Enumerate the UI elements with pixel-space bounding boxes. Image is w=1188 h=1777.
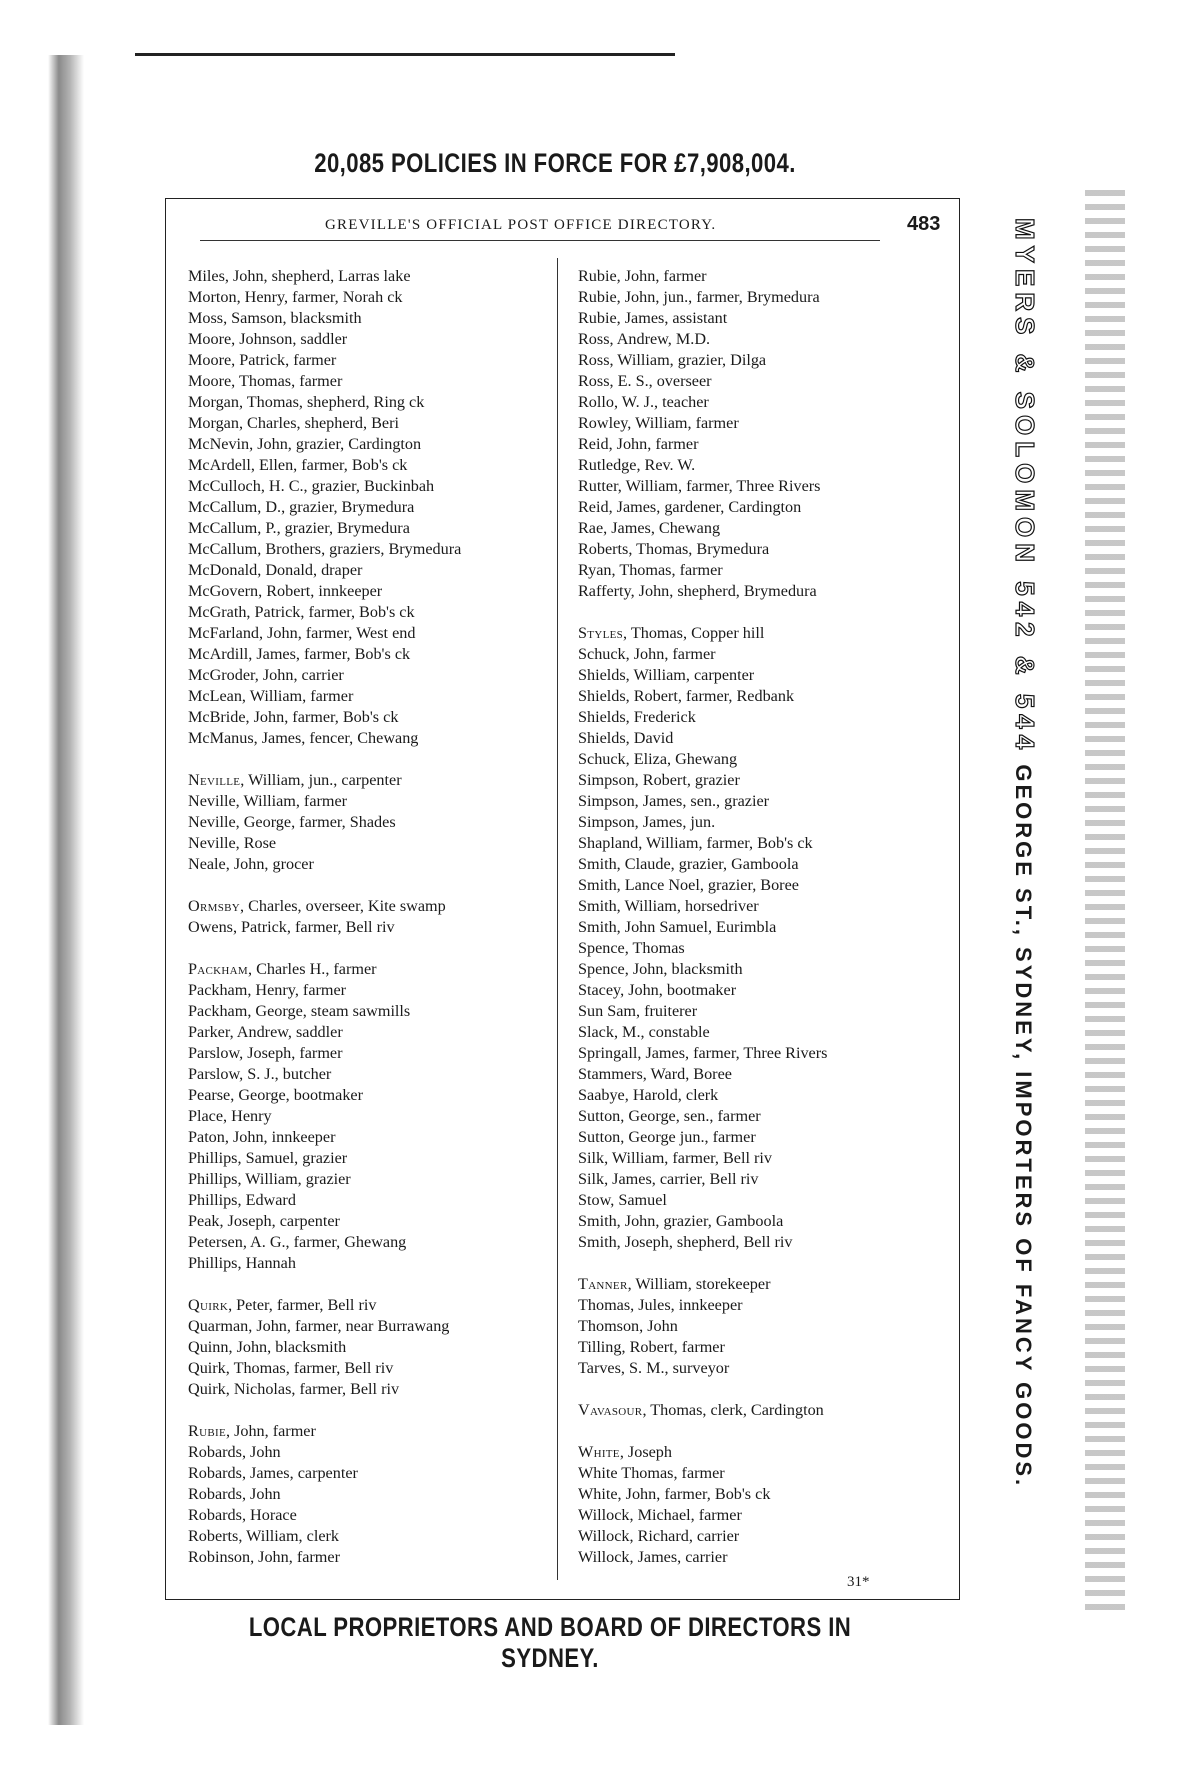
directory-entry bbox=[578, 1505, 948, 1526]
directory-entry bbox=[188, 1085, 548, 1106]
entry-text: Smith, William, horsedriver bbox=[578, 897, 759, 915]
directory-entry bbox=[188, 686, 548, 707]
directory-entry bbox=[578, 371, 948, 392]
column-divider bbox=[557, 258, 558, 1580]
entry-text: Neville, Rose bbox=[188, 834, 277, 852]
directory-entry bbox=[188, 770, 548, 791]
directory-entry bbox=[578, 1001, 948, 1022]
directory-entry bbox=[188, 560, 548, 581]
directory-entry bbox=[188, 854, 548, 875]
entry-text: Saabye, Harold, clerk bbox=[578, 1086, 719, 1104]
entry-text: , Thomas, Copper hill bbox=[623, 624, 765, 642]
directory-entry bbox=[188, 266, 548, 287]
directory-entry bbox=[578, 434, 948, 455]
directory-entry bbox=[578, 1274, 948, 1295]
directory-entry bbox=[578, 980, 948, 1001]
entry-text: Pearse, George, bootmaker bbox=[188, 1086, 364, 1104]
directory-entry bbox=[578, 812, 948, 833]
entry-text: Neville, William, farmer bbox=[188, 792, 348, 810]
directory-entry bbox=[578, 1190, 948, 1211]
directory-entry bbox=[578, 875, 948, 896]
entry-text: Shields, William, carpenter bbox=[578, 666, 755, 684]
entry-text: Parker, Andrew, saddler bbox=[188, 1023, 343, 1041]
directory-entry bbox=[578, 266, 948, 287]
entry-text: Neville, George, farmer, Shades bbox=[188, 813, 396, 831]
section-gap bbox=[188, 938, 548, 959]
section-lead-surname: White bbox=[578, 1443, 620, 1461]
section-lead-surname: Packham bbox=[188, 960, 248, 978]
directory-entry bbox=[578, 1043, 948, 1064]
entry-text: Place, Henry bbox=[188, 1107, 272, 1125]
directory-entry bbox=[188, 791, 548, 812]
directory-entry bbox=[578, 1169, 948, 1190]
directory-entry bbox=[578, 917, 948, 938]
entry-text: Robinson, John, farmer bbox=[188, 1548, 340, 1566]
directory-entry bbox=[578, 749, 948, 770]
entry-text: Parslow, Joseph, farmer bbox=[188, 1044, 343, 1062]
top-banner: 20,085 POLICIES IN FORCE FOR £7,908,004. bbox=[314, 148, 796, 178]
entry-text: , Joseph bbox=[619, 1443, 672, 1461]
entry-text: McGroder, John, carrier bbox=[188, 666, 344, 684]
entry-text: Quirk, Nicholas, farmer, Bell riv bbox=[188, 1380, 400, 1398]
entry-text: Neale, John, grocer bbox=[188, 855, 314, 873]
section-gap bbox=[578, 1379, 948, 1400]
entry-text: , John, farmer bbox=[225, 1422, 316, 1440]
entry-text: McGovern, Robert, innkeeper bbox=[188, 582, 383, 600]
directory-entry bbox=[188, 833, 548, 854]
entry-text: Phillips, Hannah bbox=[188, 1254, 296, 1272]
directory-entry bbox=[578, 1211, 948, 1232]
entry-text: Stacey, John, bootmaker bbox=[578, 981, 737, 999]
entry-text: Phillips, Samuel, grazier bbox=[188, 1149, 348, 1167]
side-advert-outline: MYERS & SOLOMON 542 & 544 bbox=[1010, 218, 1040, 756]
directory-entry bbox=[578, 1400, 948, 1421]
directory-entry bbox=[188, 1106, 548, 1127]
section-lead-surname: Vavasour bbox=[578, 1401, 643, 1419]
entry-text: McDonald, Donald, draper bbox=[188, 561, 363, 579]
directory-entry bbox=[188, 518, 548, 539]
directory-entry bbox=[188, 959, 548, 980]
directory-entry bbox=[188, 1022, 548, 1043]
entry-text: Silk, James, carrier, Bell riv bbox=[578, 1170, 759, 1188]
entry-text: Quarman, John, farmer, near Burrawang bbox=[188, 1317, 450, 1335]
side-advert bbox=[1000, 218, 1040, 1588]
entry-text: Sutton, George, sen., farmer bbox=[578, 1107, 761, 1125]
entry-text: McGrath, Patrick, farmer, Bob's ck bbox=[188, 603, 415, 621]
top-rule bbox=[135, 53, 675, 56]
section-lead-surname: Quirk bbox=[188, 1296, 229, 1314]
directory-entry bbox=[578, 1127, 948, 1148]
entry-text: Tarves, S. M., surveyor bbox=[578, 1359, 730, 1377]
entry-text: Simpson, James, sen., grazier bbox=[578, 792, 770, 810]
entry-text: Moss, Samson, blacksmith bbox=[188, 309, 362, 327]
directory-entry bbox=[578, 770, 948, 791]
entry-text: Moore, Patrick, farmer bbox=[188, 351, 337, 369]
entry-text: Morton, Henry, farmer, Norah ck bbox=[188, 288, 403, 306]
directory-entry bbox=[188, 392, 548, 413]
directory-entry bbox=[578, 1022, 948, 1043]
directory-entry bbox=[188, 329, 548, 350]
directory-entry bbox=[578, 1148, 948, 1169]
entry-text: , Peter, farmer, Bell riv bbox=[228, 1296, 377, 1314]
section-lead-surname: Tanner bbox=[578, 1275, 628, 1293]
directory-entry bbox=[188, 707, 548, 728]
directory-entry bbox=[578, 665, 948, 686]
directory-entry bbox=[188, 434, 548, 455]
directory-entry bbox=[188, 665, 548, 686]
side-advert-text bbox=[1009, 218, 1040, 1588]
entry-text: Morgan, Thomas, shepherd, Ring ck bbox=[188, 393, 425, 411]
entry-text: Schuck, Eliza, Ghewang bbox=[578, 750, 738, 768]
entry-text: Petersen, A. G., farmer, Ghewang bbox=[188, 1233, 407, 1251]
directory-entry bbox=[188, 1169, 548, 1190]
directory-entry bbox=[578, 1337, 948, 1358]
entry-text: Ryan, Thomas, farmer bbox=[578, 561, 723, 579]
entry-text: Smith, John, grazier, Gamboola bbox=[578, 1212, 784, 1230]
directory-entry bbox=[188, 896, 548, 917]
entry-text: Thomas, Jules, innkeeper bbox=[578, 1296, 743, 1314]
entry-text: Rubie, James, assistant bbox=[578, 309, 728, 327]
directory-entry bbox=[578, 959, 948, 980]
directory-entry bbox=[578, 350, 948, 371]
directory-entry bbox=[578, 854, 948, 875]
entry-text: McFarland, John, farmer, West end bbox=[188, 624, 416, 642]
entry-text: Simpson, James, jun. bbox=[578, 813, 716, 831]
entry-text: Ross, E. S., overseer bbox=[578, 372, 712, 390]
entry-text: Shields, David bbox=[578, 729, 674, 747]
entry-text: Rutledge, Rev. W. bbox=[578, 456, 696, 474]
directory-entry bbox=[578, 308, 948, 329]
directory-entry bbox=[578, 1316, 948, 1337]
entry-text: Silk, William, farmer, Bell riv bbox=[578, 1149, 772, 1167]
directory-entry bbox=[578, 560, 948, 581]
directory-entry bbox=[578, 1085, 948, 1106]
entry-text: White Thomas, farmer bbox=[578, 1464, 725, 1482]
section-gap bbox=[188, 1400, 548, 1421]
directory-entry bbox=[188, 1148, 548, 1169]
entry-text: McManus, James, fencer, Chewang bbox=[188, 729, 419, 747]
entry-text: Packham, George, steam sawmills bbox=[188, 1002, 411, 1020]
entry-text: McCallum, P., grazier, Brymedura bbox=[188, 519, 410, 537]
entry-text: Rowley, William, farmer bbox=[578, 414, 739, 432]
entry-text: , Charles, overseer, Kite swamp bbox=[240, 897, 446, 915]
directory-entry bbox=[188, 1463, 548, 1484]
directory-entry bbox=[578, 1106, 948, 1127]
bottom-banner: LOCAL PROPRIETORS AND BOARD OF DIRECTORS IN SYDNEY. bbox=[248, 1612, 852, 1673]
entry-text: Springall, James, farmer, Three Rivers bbox=[578, 1044, 828, 1062]
scan-shadow-right bbox=[1085, 190, 1125, 1610]
directory-entry bbox=[578, 833, 948, 854]
directory-entry bbox=[188, 1127, 548, 1148]
directory-entry bbox=[188, 1190, 548, 1211]
entry-text: Owens, Patrick, farmer, Bell riv bbox=[188, 918, 395, 936]
directory-entry bbox=[578, 1358, 948, 1379]
directory-entry bbox=[578, 1232, 948, 1253]
entry-text: Smith, Joseph, shepherd, Bell riv bbox=[578, 1233, 793, 1251]
entry-text: Ross, William, grazier, Dilga bbox=[578, 351, 767, 369]
directory-entry bbox=[188, 1001, 548, 1022]
directory-entry bbox=[188, 644, 548, 665]
entry-text: Shapland, William, farmer, Bob's ck bbox=[578, 834, 813, 852]
entry-text: Robards, John bbox=[188, 1485, 281, 1503]
entry-text: Phillips, William, grazier bbox=[188, 1170, 351, 1188]
entry-text: Quirk, Thomas, farmer, Bell riv bbox=[188, 1359, 394, 1377]
entry-text: McCulloch, H. C., grazier, Buckinbah bbox=[188, 477, 435, 495]
directory-entry bbox=[578, 791, 948, 812]
directory-entry bbox=[578, 518, 948, 539]
directory-entry bbox=[188, 1043, 548, 1064]
directory-entry bbox=[188, 287, 548, 308]
entry-text: Robards, James, carpenter bbox=[188, 1464, 358, 1482]
entry-text: Peak, Joseph, carpenter bbox=[188, 1212, 340, 1230]
entry-text: Reid, James, gardener, Cardington bbox=[578, 498, 802, 516]
directory-entry bbox=[578, 1547, 948, 1568]
entry-text: Rutter, William, farmer, Three Rivers bbox=[578, 477, 821, 495]
directory-entry bbox=[188, 1232, 548, 1253]
entry-text: Roberts, Thomas, Brymedura bbox=[578, 540, 770, 558]
directory-entry bbox=[188, 1064, 548, 1085]
entry-text: , Charles H., farmer bbox=[248, 960, 377, 978]
section-lead-surname: Rubie bbox=[188, 1422, 226, 1440]
directory-entry bbox=[578, 413, 948, 434]
directory-entry bbox=[188, 308, 548, 329]
entry-text: Robards, Horace bbox=[188, 1506, 297, 1524]
section-gap bbox=[188, 749, 548, 770]
directory-entry bbox=[578, 1442, 948, 1463]
directory-entry bbox=[188, 413, 548, 434]
directory-entry bbox=[188, 476, 548, 497]
directory-entry bbox=[578, 728, 948, 749]
entry-text: Robards, John bbox=[188, 1443, 281, 1461]
directory-entry bbox=[188, 1505, 548, 1526]
directory-entry bbox=[188, 1295, 548, 1316]
directory-entry bbox=[578, 1463, 948, 1484]
entry-text: Reid, John, farmer bbox=[578, 435, 699, 453]
directory-entry bbox=[188, 602, 548, 623]
entry-text: , Thomas, clerk, Cardington bbox=[642, 1401, 824, 1419]
entry-text: Willock, James, carrier bbox=[578, 1548, 728, 1566]
directory-entry bbox=[188, 1526, 548, 1547]
directory-entry bbox=[188, 581, 548, 602]
directory-entry bbox=[188, 1211, 548, 1232]
section-gap bbox=[578, 602, 948, 623]
entry-text: Quinn, John, blacksmith bbox=[188, 1338, 347, 1356]
directory-entry bbox=[188, 539, 548, 560]
directory-entry bbox=[578, 1484, 948, 1505]
entry-text: White, John, farmer, Bob's ck bbox=[578, 1485, 771, 1503]
left-column bbox=[188, 266, 548, 1568]
entry-text: Tilling, Robert, farmer bbox=[578, 1338, 725, 1356]
directory-entry bbox=[188, 1484, 548, 1505]
header-rule bbox=[200, 240, 880, 241]
entry-text: Rafferty, John, shepherd, Brymedura bbox=[578, 582, 817, 600]
entry-text: Spence, John, blacksmith bbox=[578, 960, 743, 978]
entry-text: Phillips, Edward bbox=[188, 1191, 296, 1209]
entry-text: Miles, John, shepherd, Larras lake bbox=[188, 267, 411, 285]
section-gap bbox=[578, 1253, 948, 1274]
entry-text: Smith, John Samuel, Eurimbla bbox=[578, 918, 777, 936]
section-gap bbox=[188, 1274, 548, 1295]
entry-text: Rae, James, Chewang bbox=[578, 519, 721, 537]
entry-text: McArdill, James, farmer, Bob's ck bbox=[188, 645, 411, 663]
directory-entry bbox=[188, 1253, 548, 1274]
entry-text: Rubie, John, jun., farmer, Brymedura bbox=[578, 288, 820, 306]
entry-text: McCallum, Brothers, graziers, Brymedura bbox=[188, 540, 462, 558]
entry-text: Shields, Frederick bbox=[578, 708, 696, 726]
entry-text: Stammers, Ward, Boree bbox=[578, 1065, 732, 1083]
entry-text: Smith, Claude, grazier, Gamboola bbox=[578, 855, 799, 873]
entry-text: Shields, Robert, farmer, Redbank bbox=[578, 687, 795, 705]
folio-mark: 31* bbox=[847, 1574, 870, 1590]
directory-entry bbox=[188, 497, 548, 518]
entry-text: Slack, M., constable bbox=[578, 1023, 710, 1041]
directory-entry bbox=[578, 1064, 948, 1085]
entry-text: Simpson, Robert, grazier bbox=[578, 771, 740, 789]
directory-entry bbox=[188, 1547, 548, 1568]
entry-text: Packham, Henry, farmer bbox=[188, 981, 347, 999]
scan-shadow-left bbox=[48, 55, 84, 1725]
directory-entry bbox=[188, 1358, 548, 1379]
directory-entry bbox=[578, 938, 948, 959]
directory-entry bbox=[188, 350, 548, 371]
directory-entry bbox=[578, 581, 948, 602]
directory-entry bbox=[188, 455, 548, 476]
section-lead-surname: Neville bbox=[188, 771, 241, 789]
entry-text: Stow, Samuel bbox=[578, 1191, 667, 1209]
entry-text: Willock, Richard, carrier bbox=[578, 1527, 740, 1545]
entry-text: Sutton, George jun., farmer bbox=[578, 1128, 756, 1146]
section-lead-surname: Styles bbox=[578, 624, 624, 642]
running-head: GREVILLE'S OFFICIAL POST OFFICE DIRECTORY. bbox=[325, 217, 717, 233]
entry-text: Ross, Andrew, M.D. bbox=[578, 330, 711, 348]
directory-entry bbox=[578, 455, 948, 476]
directory-entry bbox=[188, 1337, 548, 1358]
directory-entry bbox=[578, 644, 948, 665]
header-row bbox=[200, 213, 960, 247]
directory-entry bbox=[188, 623, 548, 644]
entry-text: Willock, Michael, farmer bbox=[578, 1506, 742, 1524]
entry-text: Roberts, William, clerk bbox=[188, 1527, 339, 1545]
directory-entry bbox=[188, 812, 548, 833]
directory-entry bbox=[578, 539, 948, 560]
directory-entry bbox=[578, 707, 948, 728]
directory-entry bbox=[188, 1442, 548, 1463]
entry-text: Rollo, W. J., teacher bbox=[578, 393, 709, 411]
directory-entry bbox=[188, 980, 548, 1001]
directory-entry bbox=[578, 476, 948, 497]
directory-entry bbox=[578, 329, 948, 350]
directory-entry bbox=[578, 392, 948, 413]
entry-text: McArdell, Ellen, farmer, Bob's ck bbox=[188, 456, 408, 474]
entry-text: Moore, Thomas, farmer bbox=[188, 372, 343, 390]
entry-text: Moore, Johnson, saddler bbox=[188, 330, 348, 348]
right-column bbox=[578, 266, 948, 1568]
directory-entry bbox=[188, 917, 548, 938]
entry-text: McCallum, D., grazier, Brymedura bbox=[188, 498, 415, 516]
directory-entry bbox=[188, 1421, 548, 1442]
entry-text: McLean, William, farmer bbox=[188, 687, 354, 705]
directory-entry bbox=[578, 623, 948, 644]
section-lead-surname: Ormsby bbox=[188, 897, 241, 915]
entry-text: McNevin, John, grazier, Cardington bbox=[188, 435, 422, 453]
side-advert-bold: GEORGE ST., SYDNEY, IMPORTERS OF FANCY GOODS. bbox=[1011, 764, 1036, 1489]
entry-text: Smith, Lance Noel, grazier, Boree bbox=[578, 876, 799, 894]
page-number: 483 bbox=[907, 213, 941, 235]
directory-entry bbox=[578, 497, 948, 518]
entry-text: Rubie, John, farmer bbox=[578, 267, 707, 285]
entry-text: , William, jun., carpenter bbox=[240, 771, 402, 789]
section-gap bbox=[578, 1421, 948, 1442]
entry-text: McBride, John, farmer, Bob's ck bbox=[188, 708, 399, 726]
entry-text: Schuck, John, farmer bbox=[578, 645, 716, 663]
entry-text: Thomson, John bbox=[578, 1317, 678, 1335]
directory-entry bbox=[188, 1379, 548, 1400]
directory-entry bbox=[578, 686, 948, 707]
directory-entry bbox=[578, 896, 948, 917]
directory-entry bbox=[578, 1295, 948, 1316]
entry-text: , William, storekeeper bbox=[627, 1275, 771, 1293]
entry-text: Morgan, Charles, shepherd, Beri bbox=[188, 414, 399, 432]
entry-text: Sun Sam, fruiterer bbox=[578, 1002, 698, 1020]
directory-entry bbox=[188, 371, 548, 392]
directory-entry bbox=[578, 1526, 948, 1547]
section-gap bbox=[188, 875, 548, 896]
directory-entry bbox=[578, 287, 948, 308]
directory-entry bbox=[188, 1316, 548, 1337]
entry-text: Parslow, S. J., butcher bbox=[188, 1065, 332, 1083]
entry-text: Spence, Thomas bbox=[578, 939, 685, 957]
entry-text: Paton, John, innkeeper bbox=[188, 1128, 336, 1146]
directory-entry bbox=[188, 728, 548, 749]
